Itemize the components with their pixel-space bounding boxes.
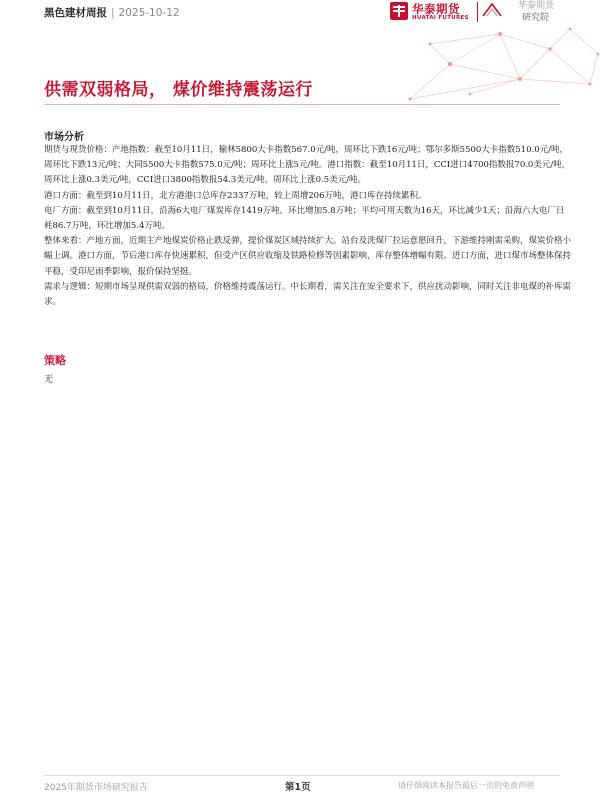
analysis-paragraph-prices: 期货与现货价格：产地指数：截至10月11日，榆林5800大卡指数567.0元/吨，周环比下跌16元/吨；鄂尔多斯5500大卡指数510.0元/吨，周环比下跌13元/吨；大同5500大卡指数575.0元/吨；周环比上涨5元/吨。港口指数：截至10月11日，CCI进口4700指数报70.0美元/吨，周环比上涨0.3美元/吨，CCI进口3800指数报54.3美元/吨，周环比上涨0.5美元/吨。 bbox=[44, 145, 571, 186]
report-name: 黑色建材周报 bbox=[44, 7, 107, 19]
title-divider bbox=[44, 104, 560, 105]
network-decoration bbox=[370, 24, 600, 104]
logo-name-en: HUATAI FUTURES bbox=[412, 15, 469, 21]
analysis-paragraph-port: 港口方面：截至到10月11日，北方港港口总库存2337万吨，较上周增206万吨，港口库存持续累积。 bbox=[44, 190, 427, 201]
analysis-paragraph-power-plant: 电厂方面：截至到10月11日，沿海6大电厂煤炭库存1419万吨，环比增加5.8万吨；平均可用天数为16天，环比减少1天；沿海六大电厂日耗86.7万吨，环比增加5.4万吨。 bbox=[44, 205, 565, 232]
research-swoosh-icon bbox=[482, 3, 502, 17]
report-title: 供需双弱格局， 煤价维持震荡运行 bbox=[44, 80, 313, 100]
company-logo bbox=[390, 0, 470, 26]
footer-divider bbox=[44, 775, 560, 776]
report-header bbox=[44, 5, 180, 20]
analysis-paragraph-overall: 整体来看：产地方面，近期主产地煤炭价格止跌反弹，提价煤炭区域持续扩大。站台及洗煤厂拉运意愿回升，下游维持刚需采购，煤炭价格小幅上调。港口方面，节后港口库存快速累积，但受产区供应收缩及铁路检修等因素影响，库存整体增幅有限。进口方面，进口煤市场整体保持平稳，受印尼雨季影响，报价保持坚挺。 bbox=[44, 236, 572, 277]
research-name-top: 华泰期货 bbox=[518, 1, 555, 11]
research-name-bottom: 研究院 bbox=[522, 13, 550, 23]
report-date: 2025-10-12 bbox=[118, 7, 180, 19]
footer-report-label: 2025年期货市场研究报告 bbox=[44, 783, 148, 793]
strategy-content: 无 bbox=[44, 375, 54, 385]
logo-divider bbox=[477, 2, 478, 22]
page-number: 第1页 bbox=[285, 782, 311, 793]
header-separator: | bbox=[111, 7, 115, 19]
market-analysis-body bbox=[44, 143, 572, 310]
strategy-heading: 策略 bbox=[44, 354, 66, 367]
huatai-logo-icon bbox=[390, 2, 408, 20]
analysis-paragraph-logic: 需求与逻辑：短期市场呈现供需双弱的格局，价格维持震荡运行。中长期看，需关注在安全要求下，供应扰动影响，同时关注非电煤的补库需求。 bbox=[44, 281, 572, 308]
footer-disclaimer-link[interactable]: 请仔细阅读本报告最后一页的免责声明 bbox=[398, 781, 534, 790]
market-analysis-heading: 市场分析 bbox=[44, 132, 84, 143]
logo-name-cn: 华泰期货 bbox=[412, 2, 460, 16]
research-institute-logo bbox=[482, 0, 562, 26]
